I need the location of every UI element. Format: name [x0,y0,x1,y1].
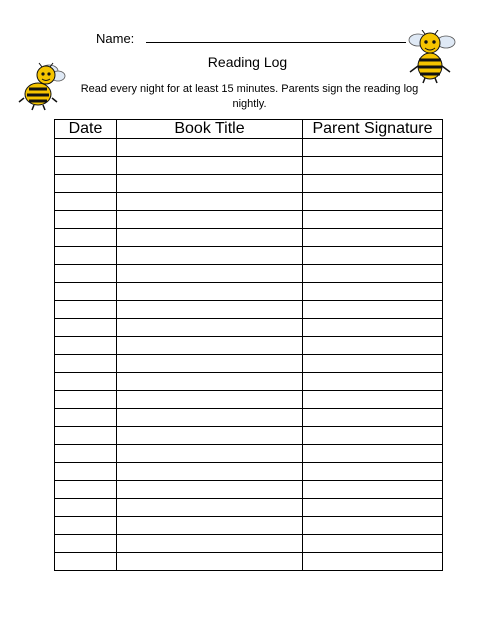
table-row [55,247,443,265]
book-title-cell[interactable] [117,247,303,265]
date-cell[interactable] [55,301,117,319]
parent-signature-cell[interactable] [303,139,443,157]
date-cell[interactable] [55,337,117,355]
table-row [55,337,443,355]
parent-signature-cell[interactable] [303,355,443,373]
table-row [55,283,443,301]
date-cell[interactable] [55,553,117,571]
book-title-cell[interactable] [117,157,303,175]
book-title-cell[interactable] [117,337,303,355]
table-row [55,301,443,319]
book-title-cell[interactable] [117,517,303,535]
date-cell[interactable] [55,283,117,301]
book-title-cell[interactable] [117,481,303,499]
book-title-cell[interactable] [117,139,303,157]
parent-signature-cell[interactable] [303,553,443,571]
table-row [55,319,443,337]
bee-icon [16,62,68,112]
parent-signature-cell[interactable] [303,229,443,247]
book-title-cell[interactable] [117,427,303,445]
table-row [55,409,443,427]
book-title-cell[interactable] [117,283,303,301]
date-cell[interactable] [55,427,117,445]
book-title-cell[interactable] [117,553,303,571]
parent-signature-cell[interactable] [303,373,443,391]
parent-signature-cell[interactable] [303,283,443,301]
book-title-cell[interactable] [117,535,303,553]
book-title-cell[interactable] [117,319,303,337]
table-row [55,553,443,571]
parent-signature-cell[interactable] [303,481,443,499]
date-cell[interactable] [55,229,117,247]
book-title-cell[interactable] [117,355,303,373]
page-title: Reading Log [207,54,288,70]
book-title-cell[interactable] [117,175,303,193]
date-cell[interactable] [55,175,117,193]
date-cell[interactable] [55,517,117,535]
column-header-parent-signature: Parent Signature [303,120,443,139]
parent-signature-cell[interactable] [303,517,443,535]
date-cell[interactable] [55,193,117,211]
book-title-cell[interactable] [117,265,303,283]
name-row [96,30,406,46]
date-cell[interactable] [55,355,117,373]
book-title-cell[interactable] [117,193,303,211]
date-cell[interactable] [55,391,117,409]
instructions: Read every night for at least 15 minutes. Parents sign the reading log nightly. [80,83,419,110]
parent-signature-cell[interactable] [303,247,443,265]
column-header-book-title: Book Title [117,120,303,139]
book-title-cell[interactable] [117,301,303,319]
parent-signature-cell[interactable] [303,391,443,409]
table-row [55,229,443,247]
table-row [55,445,443,463]
table-row [55,265,443,283]
parent-signature-cell[interactable] [303,337,443,355]
date-cell[interactable] [55,463,117,481]
table-row [55,139,443,157]
parent-signature-cell[interactable] [303,535,443,553]
name-line [146,30,406,43]
parent-signature-cell[interactable] [303,427,443,445]
date-cell[interactable] [55,535,117,553]
parent-signature-cell[interactable] [303,463,443,481]
table-body [55,139,443,571]
date-cell[interactable] [55,499,117,517]
bee-icon [404,30,456,84]
table-row [55,517,443,535]
book-title-cell[interactable] [117,229,303,247]
book-title-cell[interactable] [117,391,303,409]
parent-signature-cell[interactable] [303,157,443,175]
reading-log-table [54,119,443,571]
book-title-cell[interactable] [117,445,303,463]
book-title-cell[interactable] [117,409,303,427]
book-title-cell[interactable] [117,463,303,481]
book-title-cell[interactable] [117,499,303,517]
date-cell[interactable] [55,319,117,337]
name-label: Name: [96,31,135,46]
table-row [55,211,443,229]
parent-signature-cell[interactable] [303,499,443,517]
table-row [55,373,443,391]
date-cell[interactable] [55,481,117,499]
parent-signature-cell[interactable] [303,211,443,229]
table-row [55,535,443,553]
date-cell[interactable] [55,445,117,463]
parent-signature-cell[interactable] [303,445,443,463]
table-row [55,157,443,175]
book-title-cell[interactable] [117,211,303,229]
date-cell[interactable] [55,409,117,427]
parent-signature-cell[interactable] [303,301,443,319]
table-row [55,481,443,499]
table-row [55,391,443,409]
date-cell[interactable] [55,247,117,265]
table-header-row [55,120,443,139]
parent-signature-cell[interactable] [303,175,443,193]
table-row [55,463,443,481]
table-row [55,355,443,373]
date-cell[interactable] [55,211,117,229]
table-row [55,175,443,193]
parent-signature-cell[interactable] [303,319,443,337]
table-row [55,427,443,445]
column-header-date: Date [55,120,117,139]
date-cell[interactable] [55,157,117,175]
book-title-cell[interactable] [117,373,303,391]
date-cell[interactable] [55,265,117,283]
date-cell[interactable] [55,139,117,157]
parent-signature-cell[interactable] [303,265,443,283]
parent-signature-cell[interactable] [303,409,443,427]
parent-signature-cell[interactable] [303,193,443,211]
table-row [55,499,443,517]
date-cell[interactable] [55,373,117,391]
table-row [55,193,443,211]
